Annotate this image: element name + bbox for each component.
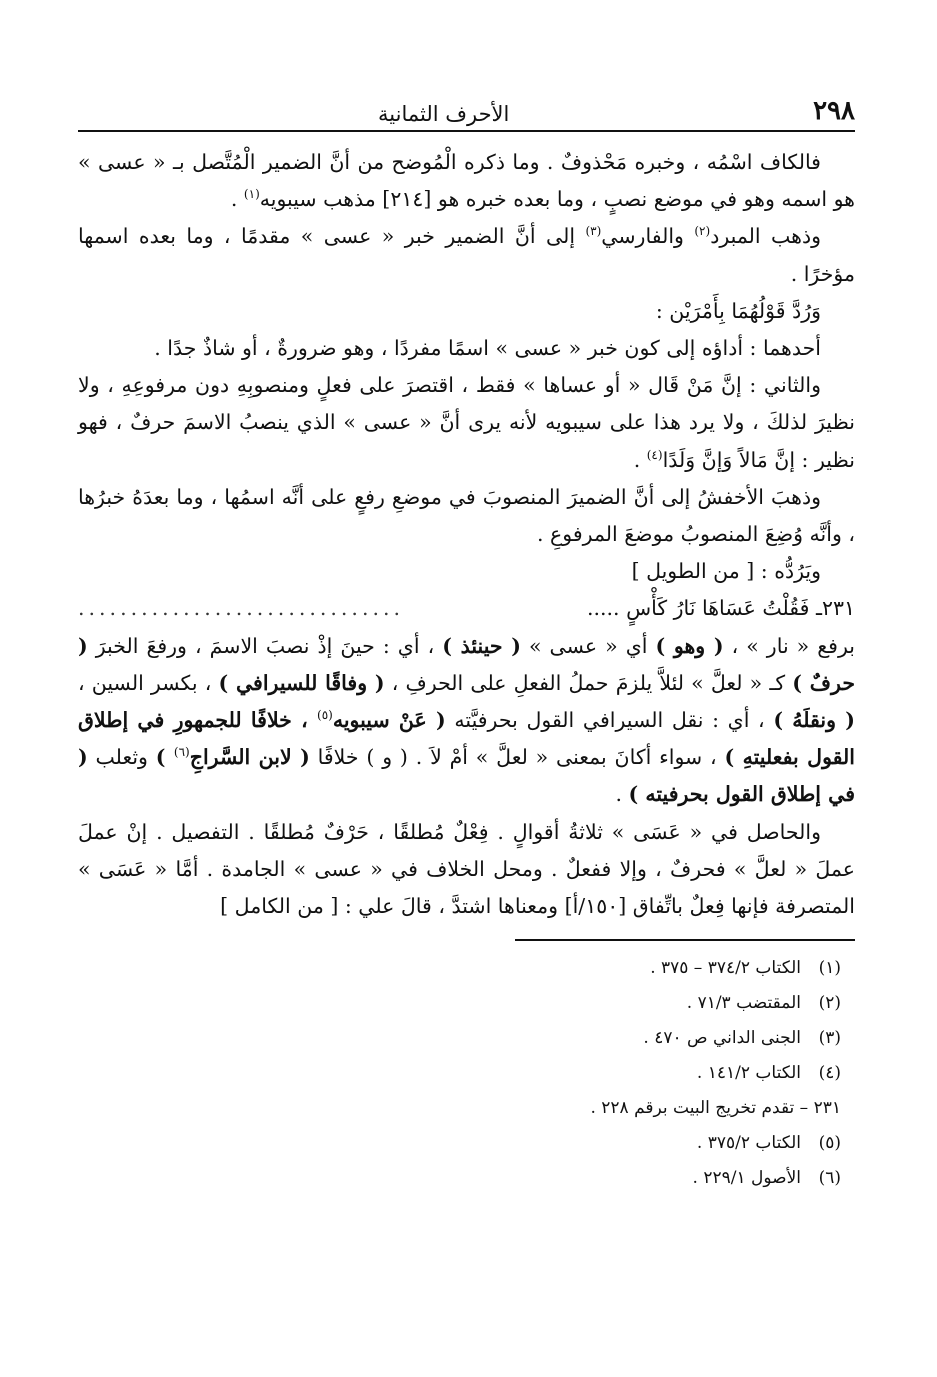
page-number: ٢٩٨ bbox=[813, 96, 855, 126]
footnote-ref: (٣) bbox=[585, 224, 602, 239]
paragraph-4: أحدهما : أداؤه إلى كون خبر « عسى » اسمًا مفردًا ، وهو ضرورةٌ ، أو شاذٌ جدًا . bbox=[154, 336, 821, 361]
paragraph-2: وذهب المبرد$^{(٢)}$ والفارسي$^{(٣)}$ إلى أنَّ الضمير خبر « عسى » مقدمًا ، وما بعده اسمها مؤخرًا . bbox=[78, 224, 855, 286]
footnote-verse-231: ٢٣١ – تقدم تخريج البيت برقم ٢٢٨ . bbox=[590, 1098, 841, 1119]
paragraph-1: فالكاف اسْمُه ، وخبره مَحْذوفٌ . وما ذكره الْمُوضح من أنَّ الضمير الْمُتَّصل بـ « عسى » هو اسمه وهو في موضع نصبٍ ، وما بعده خبره هو [٢١٤] مذهب سيبويه$^{(١)}$ . bbox=[78, 150, 855, 212]
verse-text: ٢٣١ـ فَقُلْتُ عَسَاهَا نَارُ كَأْسٍ ..... bbox=[586, 596, 855, 621]
footnote-ref: (٦) bbox=[173, 745, 190, 760]
footnote-ref: (٢) bbox=[694, 224, 711, 239]
running-title: الأحرف الثمانية bbox=[378, 102, 510, 126]
paragraph-8: برفع « نار » ، ( وهو ) أي « عسى » ( حينئذ ) ، أي : حينَ إذْ نصبَ الاسمَ ، ورفعَ الخبرَ ( حرفٌ ) كـ « لعلَّ » لئلاَّ يلزمَ حملُ الفعلِ على الحرفِ ، ( وفاقًا للسيرافي ) ، بكسر السين ، ( ونقلَهُ ) ، أي : نقل السيرافي القول بحرفيَّته ( عَنْ سيبويه$^{(٥)}$ ، خلافًا للجمهورِ في إطلاق القول بفعليتهِ ) ، سواء أكانَ بمعنى « لعلَّ » أمْ لاَ . ( و ) خلافًا ( لابن السَّراجِ$^{(٦)}$ ) وثعلب ( في إطلاق القول بحرفيته ) . bbox=[78, 633, 856, 807]
footnote-1: (١) الكتاب ٣٧٤/٢ – ٣٧٥ . bbox=[650, 958, 841, 979]
footnote-ref: (١) bbox=[243, 187, 260, 202]
paragraph-7: ويَرُدُّه : [ من الطويل ] bbox=[631, 559, 821, 584]
verse-dots: ............................... bbox=[78, 596, 405, 621]
footnote-ref: (٥) bbox=[317, 708, 333, 723]
verse-231 bbox=[78, 590, 855, 627]
footnote-divider bbox=[515, 939, 855, 941]
paragraph-3: وَرُدَّ قَوْلُهُمَا بِأَمْرَيْن : bbox=[655, 298, 821, 323]
page-header bbox=[78, 92, 855, 132]
footnote-2: (٢) المقتضب ٧١/٣ . bbox=[686, 993, 841, 1014]
footnote-ref: (٤) bbox=[646, 447, 663, 462]
main-text bbox=[78, 144, 855, 925]
footnote-4: (٤) الكتاب ١٤١/٢ . bbox=[696, 1063, 841, 1084]
footnote-3: (٣) الجنى الداني ص ٤٧٠ . bbox=[643, 1028, 841, 1049]
paragraph-9: والحاصل في « عَسَى » ثلاثةُ أقوالٍ . فِعْلٌ مُطلقًا ، حَرْفٌ مُطلقًا . التفصيل . إنْ عملَ عملَ « لعلَّ » فحرفٌ ، وإلا ففعلٌ . ومحل الخلاف في « عسى » الجامدة . أمَّا « عَسَى » المتصرفة فإنها فِعلٌ باتِّفاق [١٥٠/أ] ومعناها اشتدَّ ، قالَ علي : [ من الكامل ] bbox=[78, 819, 855, 919]
paragraph-5: والثاني : إنَّ مَنْ قَال « أو عساها » فقط ، اقتصرَ على فعلٍ ومنصوبِهِ دون مرفوعِهِ ، ولا نظيرَ لذلكَ ، ولا يرد هذا على سيبويه لأنه يرى أنَّ « عسى » الذي ينصبُ الاسمَ حرفٌ ، فهو نظير : إنَّ مَالاً وَإنَّ وَلَدًا$^{(٤)}$ . bbox=[78, 373, 855, 472]
footnotes bbox=[78, 951, 855, 1196]
paragraph-6: وذهبَ الأخفشُ إلى أنَّ الضميرَ المنصوبَ في موضعِ رفعٍ على أنَّه اسمُها ، وما بعدَهُ خبرُها ، وأنَّه وُضِعَ المنصوبُ موضعَ المرفوعِ . bbox=[78, 484, 855, 547]
footnote-5: (٥) الكتاب ٣٧٥/٢ . bbox=[696, 1133, 841, 1154]
footnote-6: (٦) الأصول ٢٢٩/١ . bbox=[692, 1168, 841, 1189]
